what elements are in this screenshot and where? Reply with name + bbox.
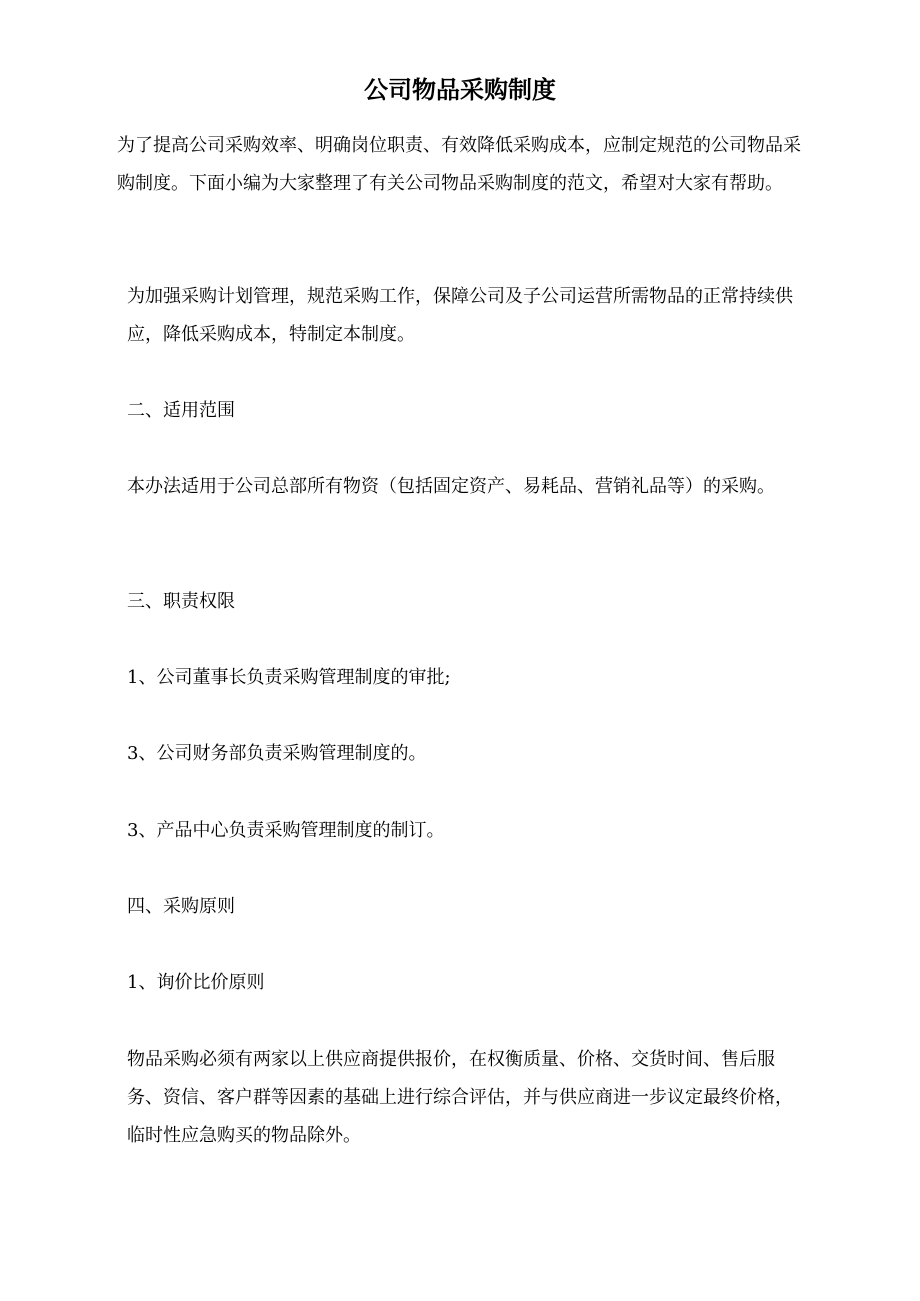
section-2-body: 本办法适用于公司总部所有物资（包括固定资产、易耗品、营销礼品等）的采购。 xyxy=(127,476,775,497)
section-3-item-3: 3、产品中心负责采购管理制度的制订。 xyxy=(127,820,445,841)
section-2-heading: 二、适用范围 xyxy=(127,400,235,421)
section-3-item-2: 3、公司财务部负责采购管理制度的。 xyxy=(127,743,427,764)
document-title: 公司物品采购制度 xyxy=(364,76,556,104)
section-3-heading: 三、职责权限 xyxy=(127,591,235,612)
section-4-item-1-body: 物品采购必须有两家以上供应商提供报价，在权衡质量、价格、交货时间、售后服务、资信、客户群等因素的基础上进行综合评估，并与供应商进一步议定最终价格，临时性应急购买的物品除外。 xyxy=(127,1049,793,1146)
section-4-item-1-heading: 1、询价比价原则 xyxy=(127,972,265,993)
intro-paragraph: 为了提高公司采购效率、明确岗位职责、有效降低采购成本，应制定规范的公司物品采购制度。下面小编为大家整理了有关公司物品采购制度的范文，希望对大家有帮助。 xyxy=(117,135,801,194)
section-3-item-1: 1、公司董事长负责采购管理制度的审批; xyxy=(127,667,451,688)
section-4-heading: 四、采购原则 xyxy=(127,896,235,917)
purpose-paragraph: 为加强采购计划管理，规范采购工作，保障公司及子公司运营所需物品的正常持续供应，降低采购成本，特制定本制度。 xyxy=(127,286,793,345)
